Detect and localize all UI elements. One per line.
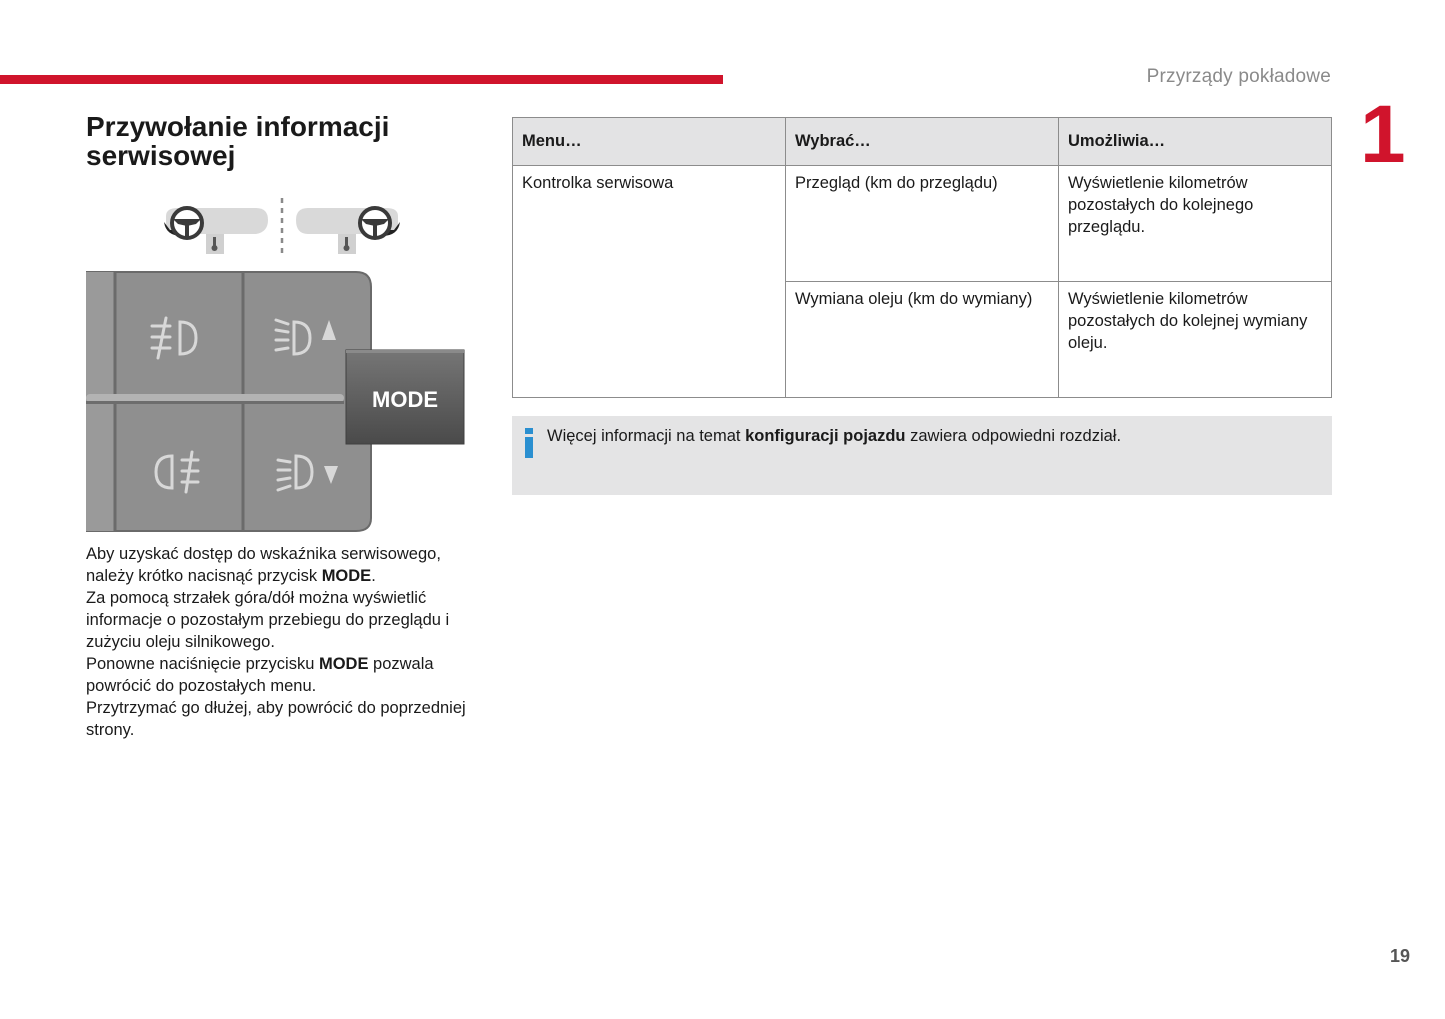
description-para-4: Przytrzymać go dłużej, aby powrócić do poprzedniej strony. xyxy=(86,699,466,739)
table-cell-menu: Kontrolka serwisowa xyxy=(513,166,786,398)
info-text xyxy=(547,427,1121,446)
description-para-2: Za pomocą strzałek góra/dół można wyświetlić informacje o pozostałym przebiegu do przeglądu i zużyciu oleju silnikowego. xyxy=(86,589,450,651)
description-text: pozwala powrócić do pozostałych menu. xyxy=(86,655,434,695)
description-text: . xyxy=(371,567,376,585)
page-title xyxy=(86,112,486,170)
header-accent-bar xyxy=(0,75,723,84)
section-title: Przyrządy pokładowe xyxy=(1146,66,1331,87)
page-number: 19 xyxy=(1389,946,1410,966)
table-cell-select: Przegląd (km do przeglądu) xyxy=(786,166,1059,282)
table-row xyxy=(513,166,1332,282)
table-header-row xyxy=(513,118,1332,166)
info-text-part: zawiera odpowiedni rozdział. xyxy=(905,427,1122,445)
info-icon xyxy=(523,428,535,458)
table-header-select: Wybrać… xyxy=(786,118,1059,166)
info-text-bold: konfiguracji pojazdu xyxy=(745,427,906,445)
chapter-number: 1 xyxy=(1360,89,1406,180)
table-header-menu: Menu… xyxy=(513,118,786,166)
switch-panel-illustration xyxy=(86,270,466,534)
page-title-line-1: Przywołanie informacji xyxy=(86,111,390,142)
page-title-line-2: serwisowej xyxy=(86,140,236,171)
left-hand-drive-icon xyxy=(164,208,268,254)
table-header-enables: Umożliwia… xyxy=(1059,118,1332,166)
description xyxy=(86,543,486,741)
mode-button-label: MODE xyxy=(372,387,438,412)
description-bold: MODE xyxy=(318,655,369,673)
table-cell-select: Wymiana oleju (km do wymiany) xyxy=(786,282,1059,398)
description-text: Ponowne naciśnięcie przycisku xyxy=(86,655,319,673)
table-cell-enables: Wyświetlenie kilometrów pozostałych do kolejnej wymiany oleju. xyxy=(1059,282,1332,398)
description-para-3 xyxy=(86,653,486,697)
info-text-part: Więcej informacji na temat xyxy=(547,427,746,445)
table-cell-enables: Wyświetlenie kilometrów pozostałych do kolejnego przeglądu. xyxy=(1059,166,1332,282)
info-note xyxy=(512,416,1332,495)
description-para-1 xyxy=(86,543,486,587)
description-text: Aby uzyskać dostęp do wskaźnika serwisowego, należy krótko nacisnąć przycisk xyxy=(86,545,441,585)
service-menu-table xyxy=(512,117,1332,398)
steering-wheel-illustration xyxy=(156,192,408,258)
right-hand-drive-icon xyxy=(296,208,400,254)
description-bold: MODE xyxy=(321,567,372,585)
mode-button[interactable] xyxy=(346,350,464,444)
